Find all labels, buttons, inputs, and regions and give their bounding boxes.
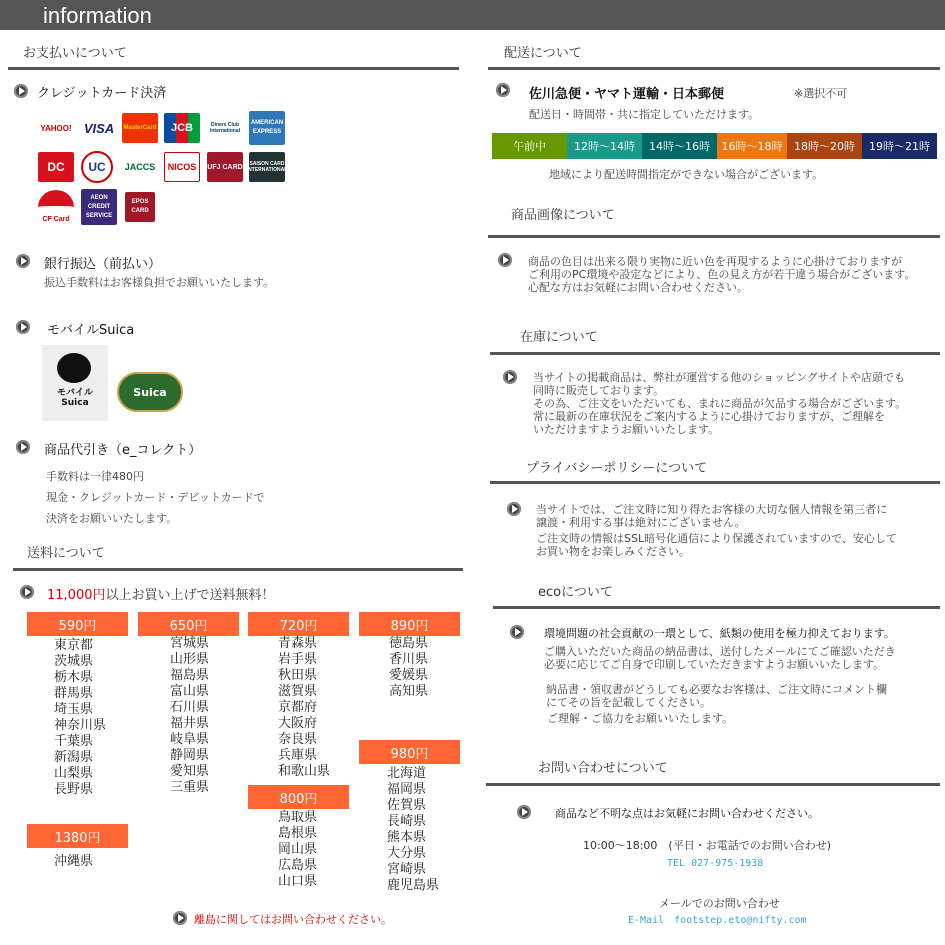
time-slot: 午前中 [492,133,567,159]
prefecture-list: 沖縄県 [54,854,94,869]
price-badge: 590円 [27,612,128,636]
divider [490,481,940,484]
mastercard-logo: MasterCard [122,113,158,143]
time-slot: 14時～16時 [642,133,717,159]
saison-card-logo: SAISON CARD INTERNATIONAL [249,152,285,182]
divider [490,352,940,355]
diners-card-logo: Diners Club International [209,122,240,134]
arrow-bullet-icon [173,911,187,925]
eco-text-1: ご購入いただいた商品の納品書は、送付したメールにてご確認いただき 必要に応じてご自身で印刷していただきますようお願いいたします。 [544,645,896,671]
eco-text-2: 納品書・領収書がどうしても必要なお客様は、ご注文時にコメント欄 にてその旨を記載してください。 [546,683,887,709]
no-select-note: ※選択不可 [794,87,848,100]
prefecture-list: 青森県 岩手県 秋田県 滋賀県 京都府 大阪府 奈良県 兵庫県 和歌山県 [278,636,331,779]
product-image-text: 商品の色目は出来る限り実物に近い色を再現するように心掛けておりますが ご利用のPC環境や設定などにより、色の見え方が若干違う場合がございます。 心配な方はお気軽にお問い合わせください。 [528,255,916,294]
contact-section-title: お問い合わせについて [538,761,668,776]
privacy-text-2: ご注文時の情報はSSL暗号化通信により保護されていますので、安心して お買い物をお楽しみください。 [536,532,897,558]
dc-card-logo: DC [38,152,74,182]
prefecture-list: 鳥取県 島根県 岡山県 広島県 山口県 [278,810,318,889]
arrow-bullet-icon [498,253,512,267]
free-shipping-text: 以上お買い上げで送料無料！ [105,588,275,603]
contact-hours: 10:00～18:00 (平日・お電話でのお問い合わせ) [583,839,831,852]
prefecture-list: 徳島県 香川県 愛媛県 高知県 [389,636,429,699]
arrow-bullet-icon [16,254,30,268]
aeon-card-logo: AEON CREDIT SERVICE [81,189,117,225]
contact-lead: 商品など不明な点はお気軽にお問い合わせください。 [555,807,819,820]
arrow-bullet-icon [16,440,30,454]
divider [488,235,940,238]
prefecture-list: 東京都 茨城県 栃木県 群馬県 埼玉県 神奈川県 千葉県 新潟県 山梨県 長野県 [54,638,107,797]
yahoo-card-logo: YAHOO! [40,123,72,133]
cf-card-logo: CF Card [38,190,74,224]
epos-card-logo: EPOS CARD [125,192,155,222]
stock-text: 当サイトの掲載商品は、弊社が運営する他のショッピングサイトや店頭でも 同時に販売しております。 その為、ご注文をいただいても、まれに商品が欠品する場合がございます。 常に最新の在庫状況をご案内するように心掛けておりますが、ご理解を いただけますようお願いいたします。 [533,371,907,436]
shipping-fee-section-title: 送料について [27,546,105,561]
bank-transfer-note: 振込手数料はお客様負担でお願いいたします。 [44,276,275,289]
page-header [0,0,945,30]
stock-section-title: 在庫について [520,330,598,345]
arrow-bullet-icon [20,585,34,599]
contact-tel[interactable]: TEL 027-975-1938 [667,858,764,869]
privacy-text-1: 当サイトでは、ご注文時に知り得たお客様の大切な個人情報を第三者に 譲渡・利用する事は絶対にございません。 [536,503,888,529]
arrow-bullet-icon [496,83,510,97]
delivery-note: 配送日・時間帯・共に指定していただけます。 [529,108,760,121]
payment-section-title: お支払いについて [23,46,127,61]
divider [486,783,940,786]
eco-lead: 環境問題の社会貢献の一環として、紙類の使用を極力抑えております。 [544,627,895,640]
arrow-bullet-icon [14,84,28,98]
price-badge: 720円 [248,612,349,636]
page-title: information [43,3,152,28]
time-slot: 16時～18時 [717,133,787,159]
cod-line-2: 現金・クレジットカード・デビットカードで [46,491,265,504]
penguin-icon [57,353,91,383]
price-badge: 1380円 [27,824,128,848]
arrow-bullet-icon [517,805,531,819]
mobile-suica-label: モバイルSuica [47,323,135,338]
suica-card-logo: Suica [117,372,183,412]
arrow-bullet-icon [507,502,521,516]
arrow-bullet-icon [510,625,524,639]
uc-card-logo: UC [81,151,113,183]
divider [8,67,459,70]
mobile-suica-logo-text: モバイル Suica [56,388,93,408]
free-shipping-amount: 11,000円 [47,588,106,603]
mobile-suica-logo [42,345,108,421]
product-image-section-title: 商品画像について [511,208,615,223]
nicos-card-logo: NICOS [164,152,200,182]
cod-line-3: 決済をお願いいたします。 [46,512,178,525]
time-slot: 19時～21時 [862,133,937,159]
time-slot: 12時～14時 [567,133,642,159]
delivery-carriers: 佐川急便・ヤマト運輸・日本郵便 [529,87,725,102]
divider [13,568,463,571]
price-badge: 980円 [359,740,460,764]
divider [493,606,940,609]
prefecture-list: 北海道 福岡県 佐賀県 長崎県 熊本県 大分県 宮崎県 鹿児島県 [387,766,440,893]
price-badge: 890円 [359,612,460,636]
eco-section-title: ecoについて [538,585,613,600]
visa-card-logo: VISA [83,120,115,136]
free-shipping-line [47,584,275,603]
bank-transfer-label: 銀行振込（前払い） [44,257,162,272]
privacy-section-title: プライバシーポリシーについて [526,461,708,476]
divider [488,67,940,70]
cod-label: 商品代引き（e_コレクト） [44,443,202,458]
ufj-card-logo: UFJ CARD [207,152,243,182]
price-badge: 650円 [138,612,239,636]
price-badge: 800円 [248,785,349,809]
mail-label: メールでのお問い合わせ [659,897,780,910]
area-note: 地域により配送時間指定ができない場合がございます。 [549,168,824,181]
arrow-bullet-icon [16,320,30,334]
jaccs-card-logo: JACCS [124,161,156,172]
island-note: 離島に関してはお問い合わせください。 [194,913,392,926]
arrow-bullet-icon [503,370,517,384]
delivery-section-title: 配送について [504,46,582,61]
prefecture-list: 宮城県 山形県 福島県 富山県 石川県 福井県 岐阜県 静岡県 愛知県 三重県 [170,636,210,795]
credit-card-label: クレジットカード決済 [37,86,167,101]
amex-card-logo: AMERICAN EXPRESS [249,111,285,145]
contact-email-link[interactable]: E-Mail footstep.eto@nifty.com [628,915,807,926]
jcb-card-logo: JCB [164,113,200,143]
eco-text-3: ご理解・ご協力をお願いいたします。 [547,712,734,725]
time-slot: 18時～20時 [787,133,862,159]
cod-line-1: 手数料は一律480円 [46,470,144,483]
